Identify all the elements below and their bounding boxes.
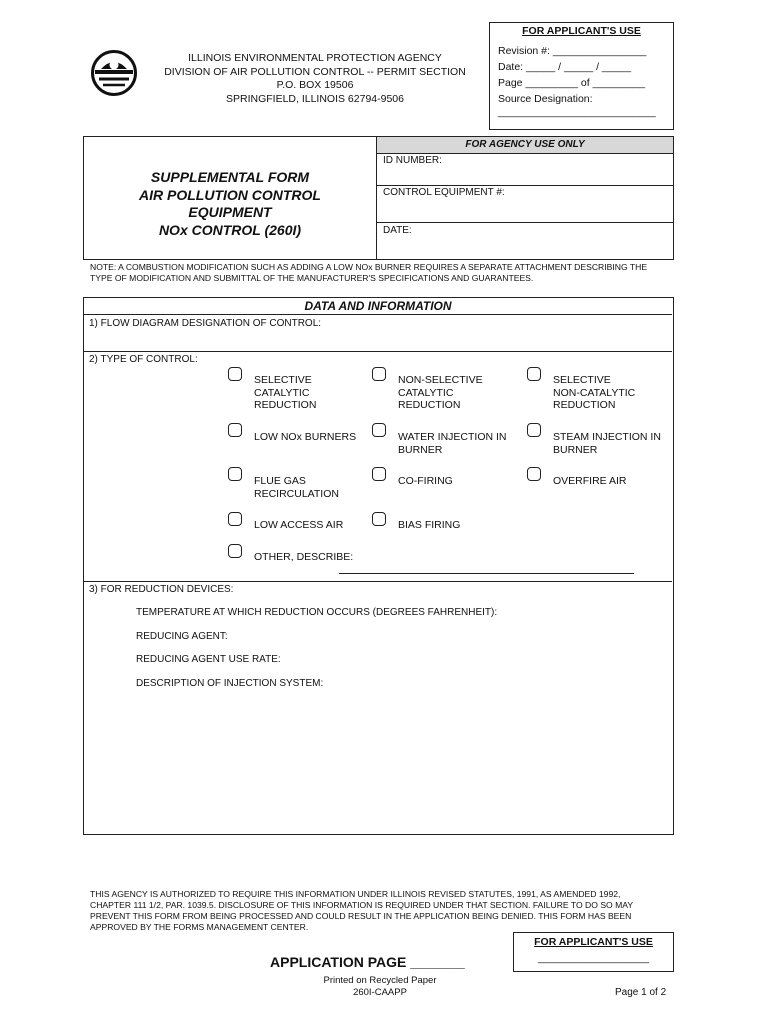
non-selective-catalytic-label: NON-SELECTIVE CATALYTIC REDUCTION [398, 374, 483, 411]
low-access-air-checkbox[interactable] [228, 512, 242, 526]
form-title-block [83, 136, 674, 260]
temperature-label: TEMPERATURE AT WHICH REDUCTION OCCURS (DEGREES FAHRENHEIT): [136, 607, 498, 618]
agency-header [140, 52, 490, 106]
bias-firing-label: BIAS FIRING [398, 519, 461, 531]
non-selective-catalytic-checkbox[interactable] [372, 367, 386, 381]
application-page-label: APPLICATION PAGE _______ [270, 954, 465, 970]
selective-non-catalytic-checkbox[interactable] [527, 367, 541, 381]
printed-on-recycled: Printed on Recycled Paper [323, 975, 437, 986]
flue-gas-recirculation-label: FLUE GAS RECIRCULATION [254, 475, 339, 500]
low-nox-burners-label: LOW NOx BURNERS [254, 431, 357, 443]
reducing-agent-label: REDUCING AGENT: [136, 631, 228, 642]
page-number: Page 1 of 2 [615, 987, 667, 998]
footer-applicant-field[interactable]: ___________________ [538, 952, 649, 964]
water-injection-label: WATER INJECTION IN BURNER [398, 431, 507, 456]
reduction-devices-label: 3) FOR REDUCTION DEVICES: [89, 584, 234, 595]
other-describe-label: OTHER, DESCRIBE: [254, 551, 354, 563]
form-title-line3: EQUIPMENT [188, 204, 272, 220]
agency-division: DIVISION OF AIR POLLUTION CONTROL -- PERMIT SECTION [164, 65, 466, 78]
data-information-header: DATA AND INFORMATION [84, 298, 672, 315]
source-designation-label: Source Designation: [498, 93, 593, 105]
form-title [84, 169, 376, 239]
selective-catalytic-label: SELECTIVE CATALYTIC REDUCTION [254, 374, 317, 411]
low-nox-burners-checkbox[interactable] [228, 423, 242, 437]
overfire-air-label: OVERFIRE AIR [553, 475, 627, 487]
data-information-block [83, 297, 674, 835]
type-of-control-label: 2) TYPE OF CONTROL: [89, 354, 198, 365]
flow-diagram-label: 1) FLOW DIAGRAM DESIGNATION OF CONTROL: [89, 318, 322, 329]
steam-injection-checkbox[interactable] [527, 423, 541, 437]
applicant-use-fields [490, 43, 673, 117]
control-equipment-label: CONTROL EQUIPMENT #: [383, 187, 505, 198]
agency-city: SPRINGFIELD, ILLINOIS 62794-9506 [225, 92, 404, 105]
id-number-label: ID NUMBER: [383, 155, 442, 166]
steam-injection-label: STEAM INJECTION IN BURNER [553, 431, 661, 456]
other-checkbox[interactable] [228, 544, 242, 558]
applicant-use-title: FOR APPLICANT'S USE [522, 25, 641, 37]
bias-firing-checkbox[interactable] [372, 512, 386, 526]
form-title-line1: SUPPLEMENTAL FORM [150, 169, 310, 185]
flue-gas-recirculation-checkbox[interactable] [228, 467, 242, 481]
injection-system-label: DESCRIPTION OF INJECTION SYSTEM: [136, 678, 324, 689]
date-field[interactable]: Date: _____ / _____ / _____ [498, 61, 632, 73]
disclosure-statement: THIS AGENCY IS AUTHORIZED TO REQUIRE THIS INFORMATION UNDER ILLINOIS REVISED STATUTES, 1991, AS AMENDED 1992, CHAPTER 111 1/2, PAR. 1039.5. DISCLOSURE OF THIS INFORMATION IS REQUIRED UNDER THAT SECTION. FAILURE TO DO SO MAY PREVENT THIS FORM FROM BEING PROCESSED AND COULD RESULT IN THE APPLICATION BEING DENIED. THIS FORM HAS BEEN APPROVED BY THE FORMS MANAGEMENT CENTER. [90, 889, 633, 932]
agency-po-box: P.O. BOX 19506 [276, 79, 354, 91]
selective-non-catalytic-label: SELECTIVE NON-CATALYTIC REDUCTION [553, 374, 636, 411]
reducing-agent-use-rate-label: REDUCING AGENT USE RATE: [136, 654, 281, 665]
form-title-line4: NOx CONTROL (260I) [158, 221, 302, 238]
agency-seal-logo [91, 50, 137, 96]
modification-note: NOTE: A COMBUSTION MODIFICATION SUCH AS ADDING A LOW NOx BURNER REQUIRES A SEPARATE ATTACHMENT DESCRIBING THE TYPE OF MODIFICATION AND SUBMITTAL OF THE MANUFACTURER'S SPECIFICATIONS AND GUARANTEES. [90, 262, 648, 283]
selective-catalytic-checkbox[interactable] [228, 367, 242, 381]
form-code: 260I-CAAPP [353, 987, 407, 998]
footer-applicant-box [513, 932, 674, 972]
form-title-line2: AIR POLLUTION CONTROL [139, 186, 321, 203]
water-injection-checkbox[interactable] [372, 423, 386, 437]
agency-use-header: FOR AGENCY USE ONLY [377, 137, 673, 154]
other-describe-line[interactable] [339, 573, 634, 574]
co-firing-label: CO-FIRING [398, 475, 453, 487]
revision-field[interactable]: Revision #: ________________ [498, 45, 647, 57]
low-access-air-label: LOW ACCESS AIR [254, 519, 344, 531]
footer-applicant-title: FOR APPLICANT'S USE [534, 936, 653, 948]
co-firing-checkbox[interactable] [372, 467, 386, 481]
applicant-use-box [489, 22, 674, 130]
source-designation-field[interactable]: ___________________________ [498, 106, 656, 118]
agency-name: ILLINOIS ENVIRONMENTAL PROTECTION AGENCY [188, 52, 442, 64]
page-field[interactable]: Page _________ of _________ [498, 77, 646, 89]
overfire-air-checkbox[interactable] [527, 467, 541, 481]
date-label: DATE: [383, 225, 412, 236]
